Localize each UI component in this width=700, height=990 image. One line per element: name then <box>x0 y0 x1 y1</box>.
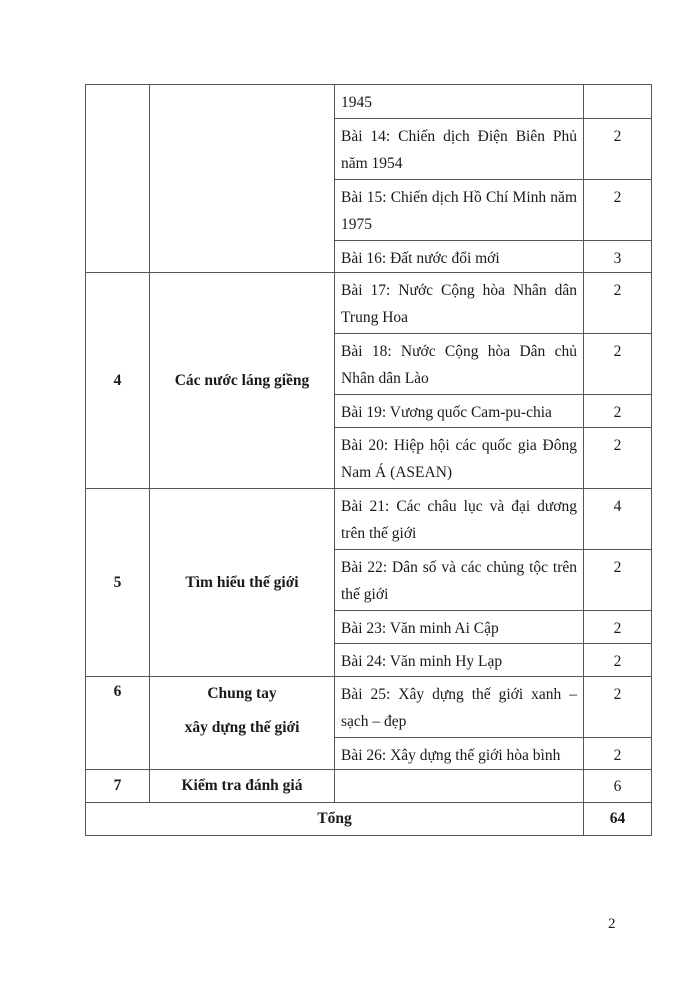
total-row <box>86 803 652 836</box>
topic-number: 7 <box>86 770 150 803</box>
total-hours: 64 <box>584 803 652 836</box>
hours-cell: 2 <box>584 550 652 611</box>
topic-number: 4 <box>86 273 150 489</box>
topic-name-line: xây dựng thế giới <box>184 719 300 736</box>
lesson-cell: Bài 15: Chiến dịch Hồ Chí Minh năm 1975 <box>335 180 584 241</box>
hours-cell: 2 <box>584 644 652 677</box>
hours-cell: 2 <box>584 611 652 644</box>
topic-name: Kiểm tra đánh giá <box>150 770 335 803</box>
table-row <box>86 273 652 334</box>
lesson-cell: Bài 21: Các châu lục và đại dương trên thế giới <box>335 489 584 550</box>
hours-cell: 2 <box>584 677 652 738</box>
topic-number: 5 <box>86 489 150 677</box>
topic-name-line: Chung tay <box>207 685 277 702</box>
lesson-cell: Bài 19: Vương quốc Cam-pu-chia <box>335 395 584 428</box>
hours-cell: 2 <box>584 273 652 334</box>
table-row <box>86 85 652 119</box>
lesson-cell: Bài 25: Xây dựng thế giới xanh – sạch – đẹp <box>335 677 584 738</box>
hours-cell: 2 <box>584 180 652 241</box>
lesson-cell: Bài 20: Hiệp hội các quốc gia Đông Nam Á (ASEAN) <box>335 428 584 489</box>
hours-cell: 6 <box>584 770 652 803</box>
topic-number: 6 <box>86 677 150 770</box>
hours-cell: 2 <box>584 334 652 395</box>
curriculum-table <box>85 84 652 836</box>
lesson-cell: Bài 17: Nước Cộng hòa Nhân dân Trung Hoa <box>335 273 584 334</box>
table-row <box>86 770 652 803</box>
lesson-cell: Bài 24: Văn minh Hy Lạp <box>335 644 584 677</box>
lesson-cell: Bài 16: Đất nước đổi mới <box>335 241 584 273</box>
page-number: 2 <box>608 916 616 932</box>
lesson-cell: Bài 14: Chiến dịch Điện Biên Phủ năm 1954 <box>335 119 584 180</box>
topic-number-cell <box>86 85 150 273</box>
lesson-cell: 1945 <box>335 85 584 119</box>
hours-cell: 2 <box>584 738 652 770</box>
hours-cell: 2 <box>584 395 652 428</box>
hours-cell: 2 <box>584 428 652 489</box>
topic-name: Tìm hiểu thế giới <box>150 489 335 677</box>
hours-cell <box>584 85 652 119</box>
lesson-cell: Bài 23: Văn minh Ai Cập <box>335 611 584 644</box>
topic-name <box>150 677 335 770</box>
table-row <box>86 677 652 738</box>
topic-name-cell <box>150 85 335 273</box>
topic-name: Các nước láng giềng <box>150 273 335 489</box>
lesson-cell: Bài 18: Nước Cộng hòa Dân chủ Nhân dân Lào <box>335 334 584 395</box>
lesson-cell <box>335 770 584 803</box>
table-row <box>86 489 652 550</box>
hours-cell: 2 <box>584 119 652 180</box>
lesson-cell: Bài 26: Xây dựng thế giới hòa bình <box>335 738 584 770</box>
lesson-cell: Bài 22: Dân số và các chủng tộc trên thế giới <box>335 550 584 611</box>
hours-cell: 3 <box>584 241 652 273</box>
total-label: Tổng <box>86 803 584 836</box>
hours-cell: 4 <box>584 489 652 550</box>
